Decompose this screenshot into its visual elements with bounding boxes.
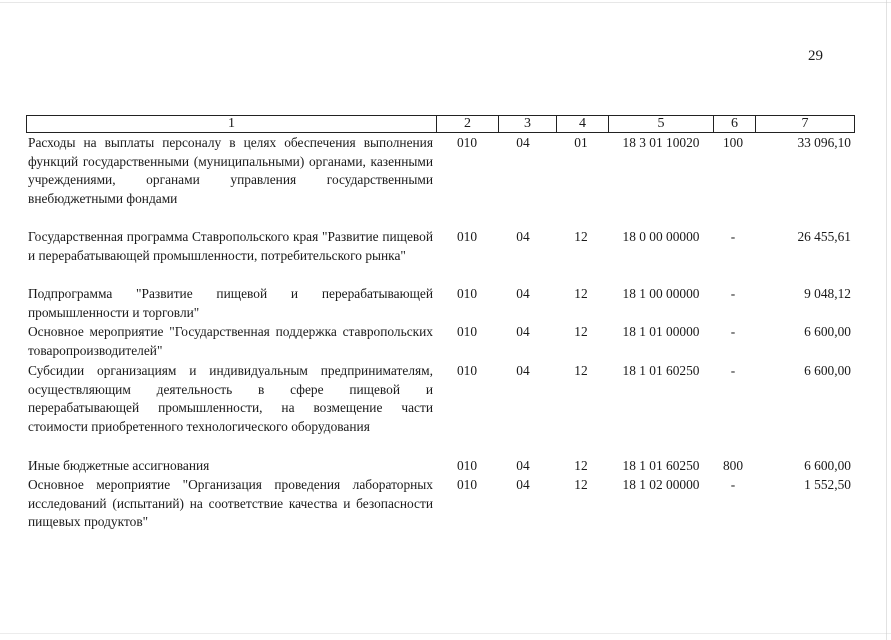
row-description: Подпрограмма "Развитие пищевой и перерабатывающей промышленности и торговли" <box>28 286 433 320</box>
row-col-6: - <box>730 363 736 378</box>
table-header <box>26 115 855 133</box>
table-row <box>26 457 853 476</box>
scan-edge-top <box>0 2 891 3</box>
row-col-6: - <box>730 324 736 339</box>
row-col-2: 010 <box>456 135 478 150</box>
header-col-7: 7 <box>755 116 854 132</box>
row-col-5: 18 1 02 00000 <box>622 477 700 492</box>
table-row <box>26 134 853 208</box>
row-col-2: 010 <box>456 363 478 378</box>
row-col-2: 010 <box>456 477 478 492</box>
row-col-3: 04 <box>516 324 530 339</box>
row-col-6: 100 <box>722 135 744 150</box>
row-col-4: 12 <box>574 229 588 244</box>
row-col-7: 6 600,00 <box>804 324 851 339</box>
row-col-3: 04 <box>516 458 530 473</box>
scan-edge-right <box>886 0 887 640</box>
table-row <box>26 228 853 265</box>
row-col-4: 12 <box>574 286 588 301</box>
row-col-7: 26 455,61 <box>797 229 851 244</box>
row-col-2: 010 <box>456 286 478 301</box>
header-col-4: 4 <box>556 116 608 132</box>
row-col-3: 04 <box>516 135 530 150</box>
row-col-7: 6 600,00 <box>804 363 851 378</box>
row-col-4: 01 <box>574 135 588 150</box>
row-col-2: 010 <box>456 229 478 244</box>
row-col-5: 18 1 01 00000 <box>622 324 700 339</box>
row-col-7: 9 048,12 <box>804 286 851 301</box>
row-col-6: - <box>730 477 736 492</box>
table-row <box>26 323 853 360</box>
row-col-3: 04 <box>516 286 530 301</box>
row-col-3: 04 <box>516 229 530 244</box>
row-col-7: 6 600,00 <box>804 458 851 473</box>
row-description: Расходы на выплаты персоналу в целях обеспечения выполнения функций государственными (муниципальными) органами, казенными учреждениями, органами управления государственными внебюджетными фондами <box>28 135 433 206</box>
row-description: Субсидии организациям и индивидуальным предпринимателям, осуществляющим деятельность в сфере пищевой и перерабатывающей промышленности, на возмещение части стоимости приобретенного технологического оборудования <box>28 363 433 434</box>
row-col-6: 800 <box>722 458 744 473</box>
row-col-4: 12 <box>574 324 588 339</box>
row-col-5: 18 1 01 60250 <box>622 363 700 378</box>
row-col-7: 33 096,10 <box>797 135 851 150</box>
row-description: Основное мероприятие "Организация проведения лабораторных исследований (испытаний) на соответствие качества и безопасности пищевых продуктов" <box>28 477 433 529</box>
row-col-4: 12 <box>574 363 588 378</box>
row-col-6: - <box>730 286 736 301</box>
row-description: Иные бюджетные ассигнования <box>28 458 210 473</box>
table-row <box>26 362 853 436</box>
row-col-3: 04 <box>516 363 530 378</box>
row-col-2: 010 <box>456 324 478 339</box>
scan-edge-bottom <box>0 633 891 634</box>
row-col-7: 1 552,50 <box>804 477 851 492</box>
row-col-3: 04 <box>516 477 530 492</box>
row-description: Основное мероприятие "Государственная поддержка ставропольских товаропроизводителей" <box>28 324 433 358</box>
row-col-4: 12 <box>574 477 588 492</box>
row-description: Государственная программа Ставропольского края "Развитие пищевой и перерабатывающей промышленности, потребительского рынка" <box>28 229 433 263</box>
table-row <box>26 285 853 322</box>
row-col-5: 18 3 01 10020 <box>622 135 700 150</box>
row-col-5: 18 0 00 00000 <box>622 229 700 244</box>
header-col-2: 2 <box>436 116 498 132</box>
row-col-5: 18 1 00 00000 <box>622 286 700 301</box>
page-number: 29 <box>808 48 823 64</box>
row-col-2: 010 <box>456 458 478 473</box>
header-col-3: 3 <box>498 116 556 132</box>
row-col-4: 12 <box>574 458 588 473</box>
row-col-6: - <box>730 229 736 244</box>
header-col-1: 1 <box>228 116 235 131</box>
row-col-5: 18 1 01 60250 <box>622 458 700 473</box>
table-row <box>26 476 853 532</box>
header-col-6: 6 <box>713 116 755 132</box>
header-col-5: 5 <box>608 116 713 132</box>
